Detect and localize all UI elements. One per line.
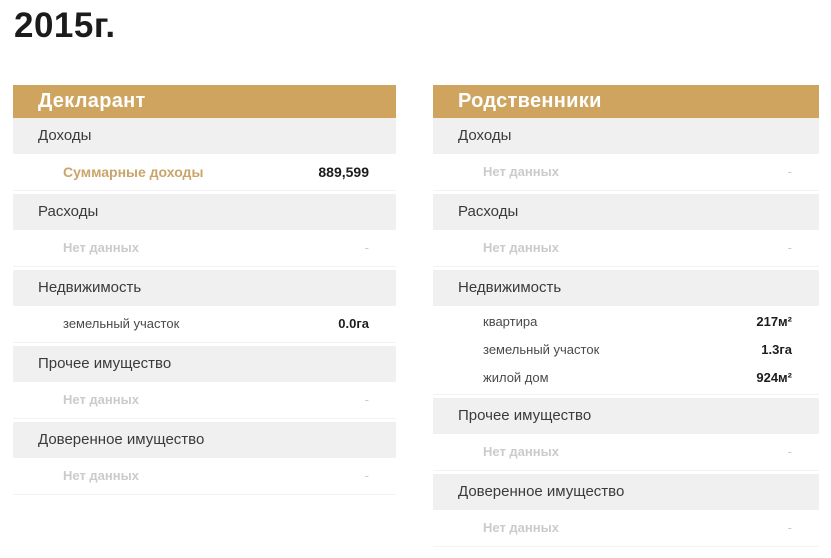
summary-income-row [13,154,396,190]
property-row [13,306,396,342]
section-other-property-title: Прочее имущество [433,398,819,434]
empty-row [13,230,396,266]
panel-relatives [433,85,819,550]
section-real-estate [13,270,396,343]
row-value: - [364,392,369,407]
section-real-estate-title: Недвижимость [13,270,396,306]
property-row [433,308,819,336]
row-label: Суммарные доходы [63,164,204,180]
row-label: Нет данных [483,240,559,255]
row-label: Нет данных [63,468,139,483]
row-label: квартира [483,314,538,329]
section-trusted-property-title: Доверенное имущество [433,474,819,510]
row-value: - [787,444,792,459]
section-expenses-title: Расходы [13,194,396,230]
section-income [13,118,396,191]
row-value: - [364,240,369,255]
section-other-property [433,398,819,471]
empty-row [13,458,396,494]
row-label: земельный участок [63,316,180,331]
empty-row [433,154,819,190]
row-value: 1.3га [761,342,792,357]
row-value: - [787,164,792,179]
property-row [433,336,819,364]
row-label: Нет данных [483,520,559,535]
row-value: - [787,240,792,255]
panel-relatives-header: Родственники [433,85,819,118]
row-label: Нет данных [483,164,559,179]
row-label: Нет данных [63,392,139,407]
section-trusted-property-title: Доверенное имущество [13,422,396,458]
section-income-title: Доходы [13,118,396,154]
row-value: - [364,468,369,483]
section-other-property [13,346,396,419]
row-value: - [787,520,792,535]
row-value: 889,599 [318,164,369,180]
section-expenses-title: Расходы [433,194,819,230]
section-income-title: Доходы [433,118,819,154]
panels-container [13,85,831,550]
page-title: 2015г. [14,6,116,45]
panel-declarant [13,85,396,498]
row-label: Нет данных [63,240,139,255]
section-expenses [433,194,819,267]
section-other-property-title: Прочее имущество [13,346,396,382]
section-trusted-property [13,422,396,495]
empty-row [13,382,396,418]
empty-row [433,434,819,470]
row-value: 924м² [756,370,792,385]
row-label: жилой дом [483,370,549,385]
section-real-estate [433,270,819,395]
section-income [433,118,819,191]
empty-row [433,510,819,546]
row-label: земельный участок [483,342,600,357]
row-value: 0.0га [338,316,369,331]
section-trusted-property [433,474,819,547]
property-row [433,364,819,392]
section-expenses [13,194,396,267]
panel-declarant-header: Декларант [13,85,396,118]
row-value: 217м² [756,314,792,329]
empty-row [433,230,819,266]
section-real-estate-title: Недвижимость [433,270,819,306]
row-label: Нет данных [483,444,559,459]
